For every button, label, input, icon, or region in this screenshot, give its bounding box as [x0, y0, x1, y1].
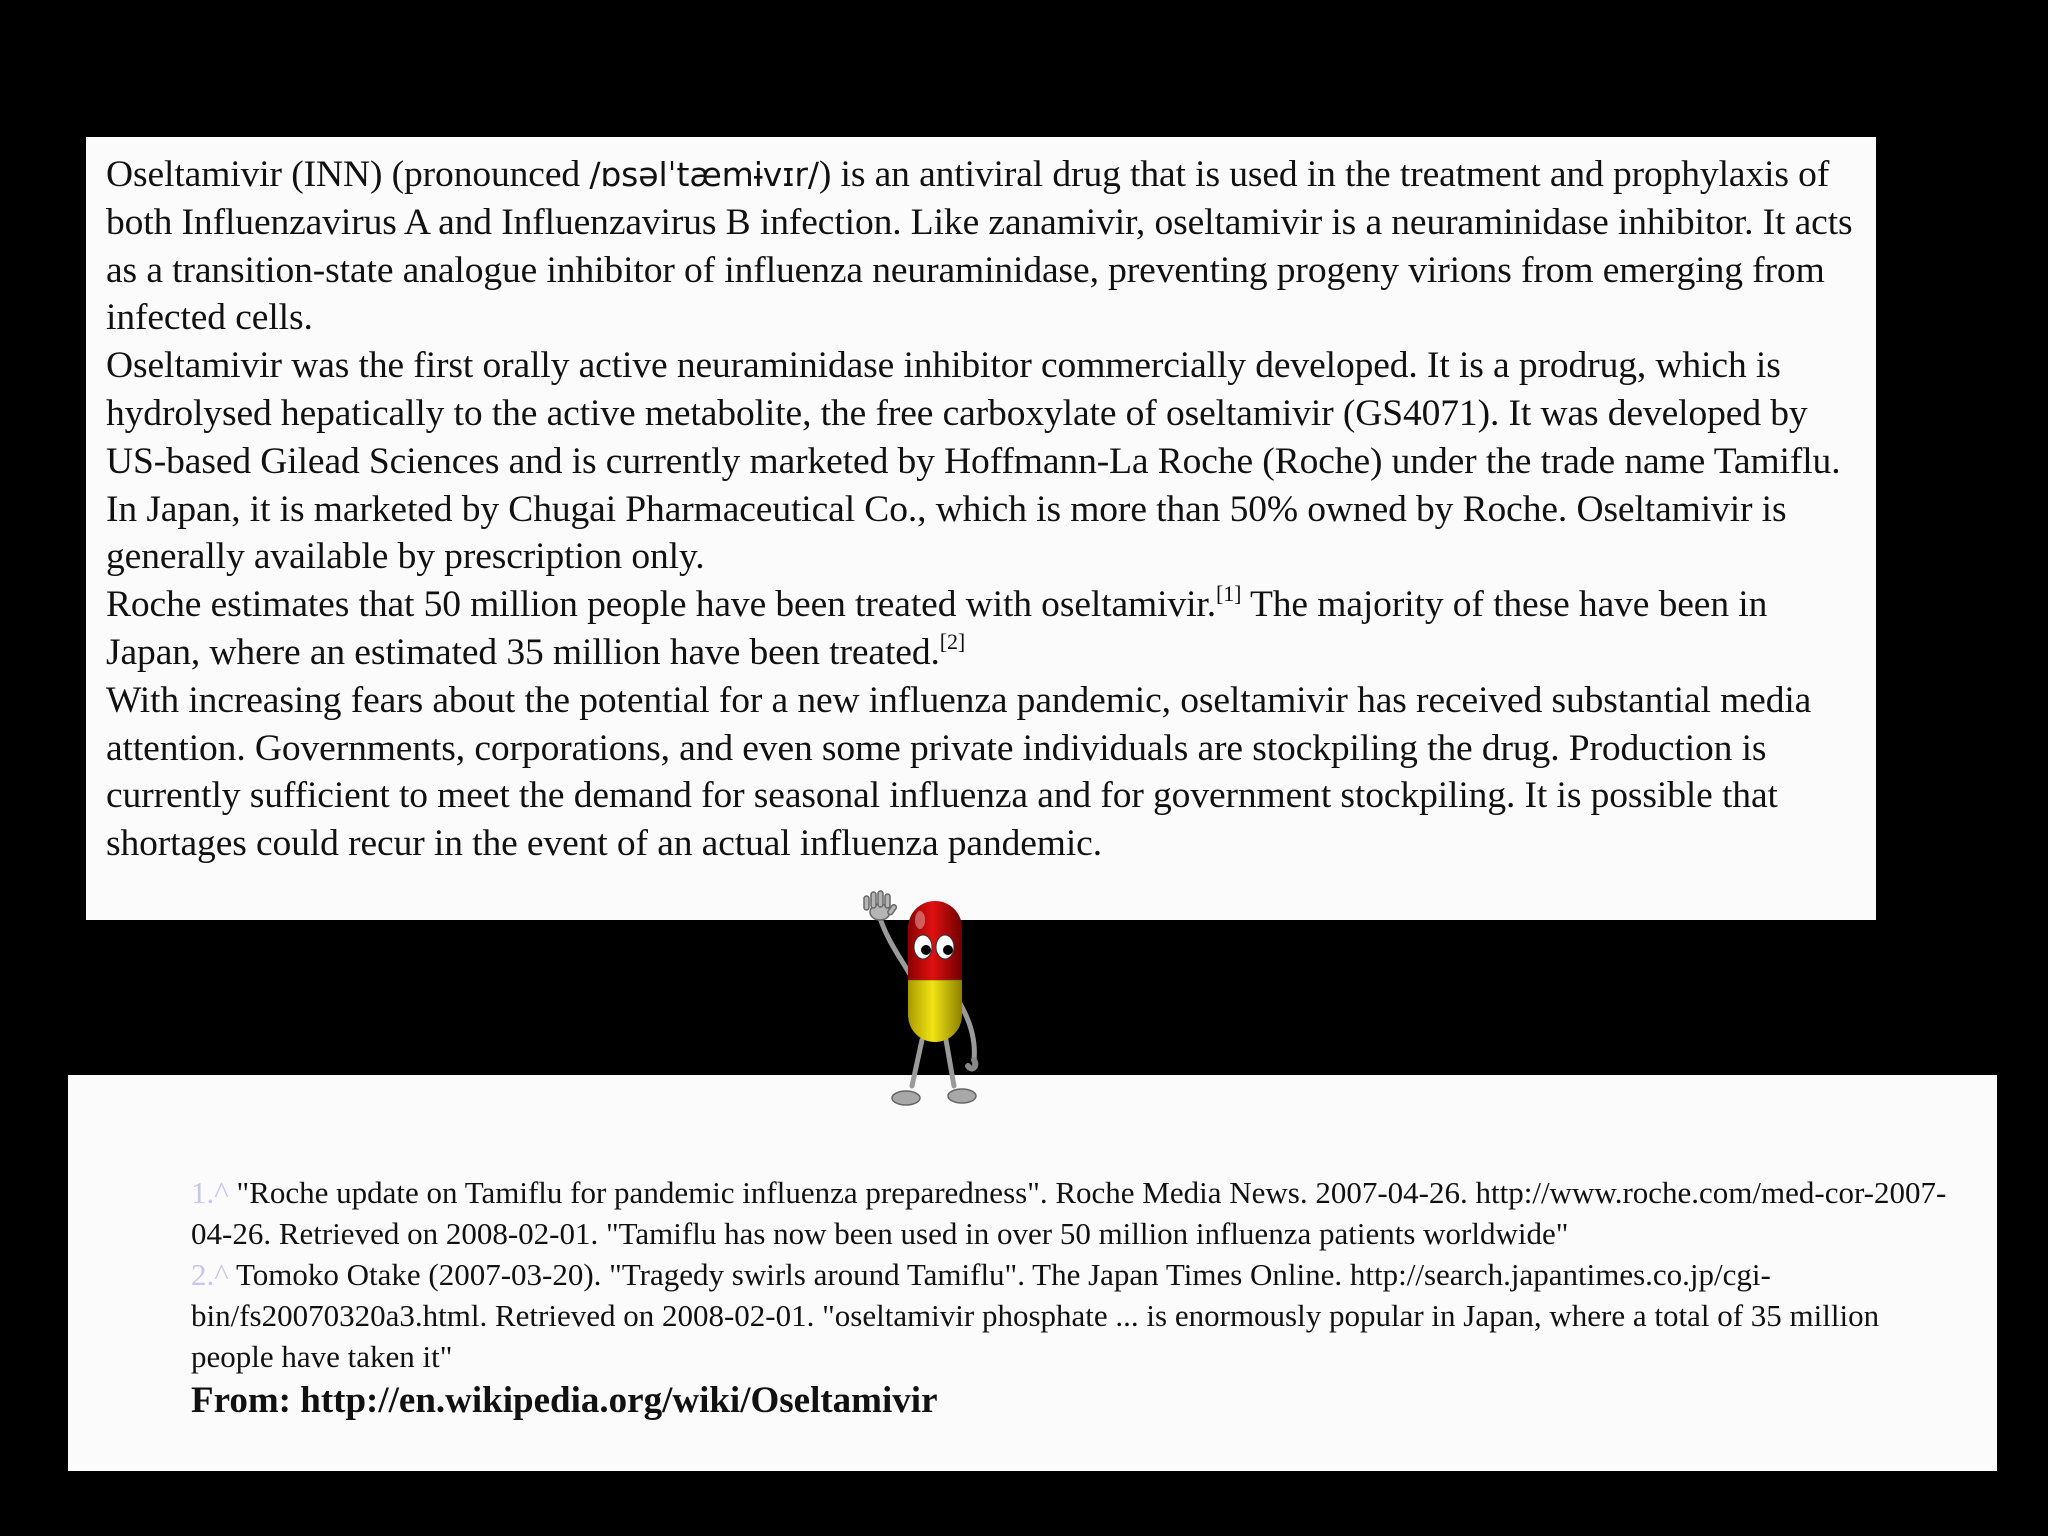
paragraph-3-text-b: The majority of these have been in Japan, where an estimated 35 million have been treated. — [106, 584, 1768, 673]
reference-2 — [191, 1254, 1957, 1377]
reference-1-text: "Roche update on Tamiflu for pandemic influenza preparedness". Roche Media News. 2007-04-26. http://www.roche.com/med-cor-2007-04-26. Retrieved on 2008-02-01. "Tamiflu has now been used in over 50 million influenza patients worldwide" — [191, 1175, 1947, 1251]
pill-character-icon — [850, 890, 1020, 1120]
article-paragraph-1 — [106, 151, 1856, 342]
article-paragraph-3 — [106, 581, 1856, 677]
citation-1[interactable]: [1] — [1216, 581, 1242, 607]
paragraph-1-text-b: ) is an antiviral drug that is used in the treatment and prophylaxis of both Influenzavirus A and Influenzavirus B infection. Like zanamivir, oseltamivir is a neuraminidase inhibitor. It acts as a transition-state analogue inhibitor of influenza neuraminidase, preventing progeny virions from emerging from infected cells. — [106, 154, 1853, 339]
reference-1 — [191, 1172, 1957, 1254]
source-attribution: From: http://en.wikipedia.org/wiki/Oseltamivir — [191, 1380, 938, 1421]
pronunciation-ipa: /ɒsəlˈtæmɨvɪr/ — [589, 155, 819, 194]
paragraph-1-text-a: Oseltamivir (INN) (pronounced — [106, 154, 590, 195]
article-text-box — [86, 137, 1876, 920]
reference-2-text: Tomoko Otake (2007-03-20). "Tragedy swirls around Tamiflu". The Japan Times Online. http://search.japantimes.co.jp/cgi-bin/fs20070320a3.html. Retrieved on 2008-02-01. "oseltamivir phosphate ... is enormously popular in Japan, where a total of 35 million people have taken it" — [191, 1257, 1880, 1374]
references-box — [68, 1075, 1997, 1471]
paragraph-3-text-a: Roche estimates that 50 million people have been treated with oseltamivir. — [106, 584, 1217, 626]
article-paragraph-2: Oseltamivir was the first orally active neuraminidase inhibitor commercially developed. It is a prodrug, which is hydrolysed hepatically to the active metabolite, the free carboxylate of oseltamivir (GS4071). It was developed by US-based Gilead Sciences and is currently marketed by Hoffmann-La Roche (Roche) under the trade name Tamiflu. In Japan, it is marketed by Chugai Pharmaceutical Co., which is more than 50% owned by Roche. Oseltamivir is generally available by prescription only. — [106, 345, 1841, 578]
reference-1-marker[interactable]: 1.^ — [191, 1175, 229, 1210]
reference-2-marker[interactable]: 2.^ — [191, 1257, 229, 1292]
citation-2[interactable]: [2] — [939, 628, 966, 654]
article-paragraph-4: With increasing fears about the potential for a new influenza pandemic, oseltamivir has received substantial media attention. Governments, corporations, and even some private individuals are stockpiling the drug. Production is currently sufficient to meet the demand for seasonal influenza and for government stockpiling. It is possible that shortages could recur in the event of an actual influenza pandemic. — [106, 679, 1812, 865]
